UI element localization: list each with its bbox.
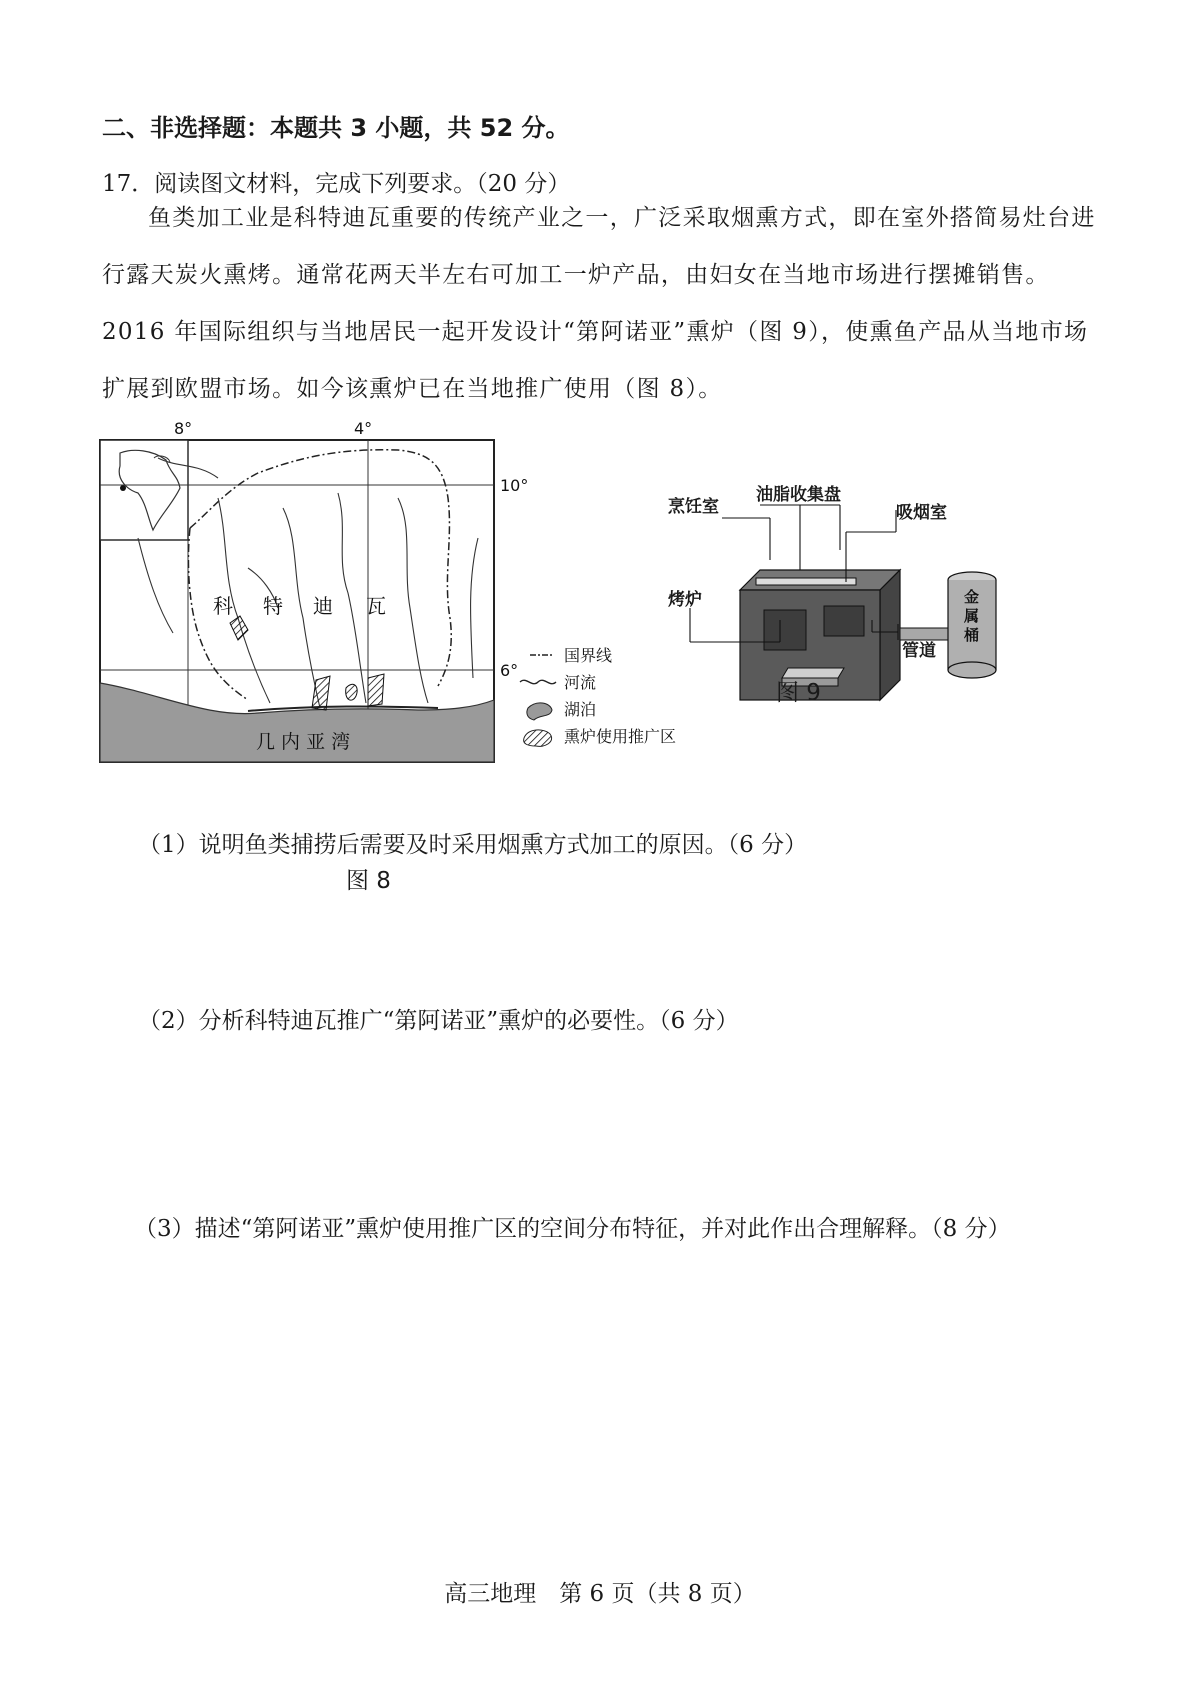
sea-label: 几 内 亚 湾	[256, 731, 351, 753]
bucket-label-1: 金	[964, 588, 980, 606]
map-figure	[98, 418, 677, 838]
country-char-2: 特	[263, 594, 283, 618]
bucket-label-3: 桶	[964, 626, 980, 644]
label-oven: 烤炉	[668, 590, 702, 610]
legend-area-label: 熏炉使用推广区	[564, 727, 677, 746]
figure-8-caption: 图 8	[346, 868, 391, 894]
label-cooking-room: 烹饪室	[668, 497, 719, 517]
figure-9-caption: 图 9	[776, 680, 821, 706]
subquestion-2: （2）分析科特迪瓦推广“第阿诺亚”熏炉的必要性。（6 分）	[138, 1008, 739, 1034]
question-header: 17．阅读图文材料，完成下列要求。（20 分）	[102, 171, 571, 197]
subquestion-1: （1）说明鱼类捕捞后需要及时采用烟熏方式加工的原因。（6 分）	[138, 832, 808, 858]
legend-river-label: 河流	[564, 673, 597, 692]
oven-leader-lines	[660, 470, 980, 670]
label-pipe: 管道	[902, 641, 936, 661]
country-char-4: 瓦	[366, 594, 386, 618]
question-paragraph: 鱼类加工业是科特迪瓦重要的传统产业之一，广泛采取烟熏方式，即在室外搭简易灶台进行露天炭火熏烤。通常花两天半左右可加工一炉产品，由妇女在当地市场进行摆摊销售。2016 年国际组织与当地居民一起开发设计“第阿诺亚”熏炉（图 9），使熏鱼产品从当地市场扩展到欧盟市场。如今该熏炉已在当地推广使用（图 8）。	[102, 205, 1096, 402]
label-smoke-room: 吸烟室	[896, 503, 947, 523]
lon-label-8: 8°	[174, 419, 193, 438]
country-char-1: 科	[213, 594, 233, 618]
legend-border-label: 国界线	[564, 646, 613, 665]
legend-lake-label: 湖泊	[564, 700, 597, 719]
bucket-label-2: 属	[964, 607, 980, 625]
lat-label-10: 10°	[500, 476, 529, 495]
lat-label-6: 6°	[500, 661, 519, 680]
label-grease-tray: 油脂收集盘	[756, 485, 841, 505]
page-footer: 高三地理 第 6 页（共 8 页）	[444, 1581, 756, 1607]
section-title: 二、非选择题：本题共 3 小题，共 52 分。	[102, 114, 570, 142]
subquestion-3: （3）描述“第阿诺亚”熏炉使用推广区的空间分布特征，并对此作出合理解释。（8 分）	[134, 1216, 1011, 1242]
map-legend	[520, 646, 676, 746]
lon-label-4: 4°	[354, 419, 373, 438]
country-char-3: 迪	[313, 594, 333, 618]
